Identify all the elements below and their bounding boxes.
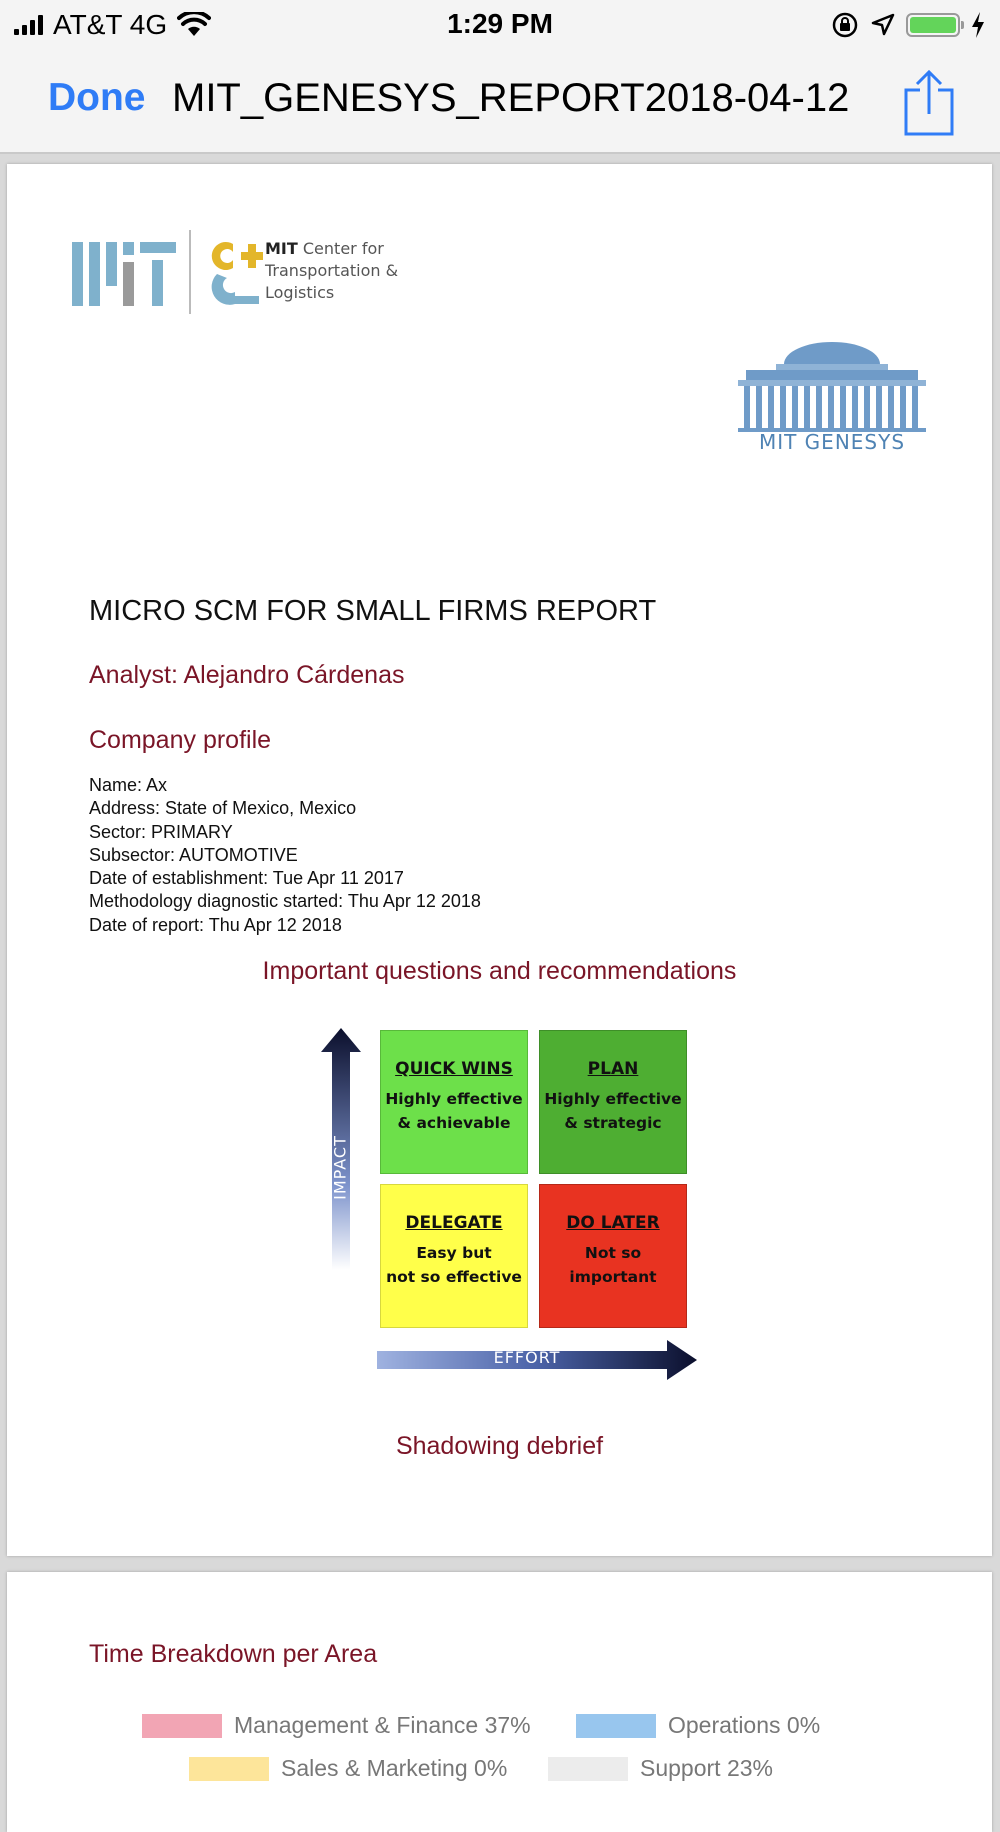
status-right [830,10,986,40]
delegate-title: DELEGATE [405,1213,503,1233]
legend-swatch-operations [576,1714,656,1738]
ctl-logo-line2: Transportation & [265,261,399,280]
quick-wins-subtitle: Highly effective & achievable [385,1090,523,1132]
do-later-quadrant [539,1184,687,1328]
impact-label: IMPACT [330,1135,350,1200]
navigation-bar [0,50,1000,154]
document-page-1[interactable] [7,164,992,1556]
ctl-logo-icon [207,238,263,310]
plan-title: PLAN [587,1059,639,1079]
legend-swatch-support [548,1757,628,1781]
legend-label-support: Support 23% [640,1755,773,1781]
rotation-lock-icon [830,10,860,40]
document-page-2[interactable] [7,1572,992,1832]
profile-establishment-date: Date of establishment: Tue Apr 11 2017 [89,868,404,889]
report-title: MICRO SCM FOR SMALL FIRMS REPORT [89,595,657,627]
status-left [14,8,211,42]
profile-name: Name: Ax [89,775,168,795]
legend-operations [576,1712,820,1739]
battery-icon [906,13,960,37]
profile-address: Address: State of Mexico, Mexico [89,798,357,819]
delegate-quadrant [380,1184,528,1328]
cell-signal-icon [14,15,43,35]
quick-wins-quadrant [380,1030,528,1174]
shadowing-debrief-heading: Shadowing debrief [395,1432,604,1460]
legend-label-sales-marketing: Sales & Marketing 0% [281,1755,508,1781]
plan-quadrant [539,1030,687,1174]
battery-fill [910,17,956,33]
carrier-label: AT&T 4G [53,9,168,40]
analyst-line: Analyst: Alejandro Cárdenas [89,661,405,689]
time-breakdown-heading: Time Breakdown per Area [89,1640,378,1668]
clock: 1:29 PM [447,8,553,39]
share-icon[interactable] [900,68,958,138]
profile-sector: Sector: PRIMARY [89,821,233,842]
status-bar [0,0,1000,50]
legend-swatch-sales-marketing [189,1757,269,1781]
plan-subtitle: Highly effective & strategic [544,1090,682,1132]
impact-effort-matrix [317,1030,697,1380]
profile-subsector: Subsector: AUTOMOTIVE [89,844,298,865]
questions-heading: Important questions and recommendations [262,957,737,985]
ctl-logo-mit: MIT [265,239,298,258]
ctl-logo-line1: Center for [297,239,384,258]
mit-logo [72,242,176,306]
company-profile-heading: Company profile [89,726,272,754]
delegate-subtitle: Easy but not so effective [386,1244,522,1286]
legend-label-operations: Operations 0% [668,1712,821,1738]
mit-genesys-label: MIT GENESYS [758,430,906,454]
legend-management-finance [142,1712,531,1739]
quick-wins-title: QUICK WINS [395,1059,513,1079]
profile-diagnostic-start: Methodology diagnostic started: Thu Apr 12 2018 [89,891,481,912]
logo-divider [189,230,191,314]
wifi-icon [177,12,211,38]
charging-bolt-icon [970,11,986,39]
ctl-logo-text [265,238,398,304]
done-button[interactable]: Done [48,76,146,119]
do-later-title: DO LATER [566,1213,660,1233]
do-later-subtitle: Not so important [569,1244,657,1286]
location-icon [870,12,896,38]
legend-label-management-finance: Management & Finance 37% [234,1712,531,1738]
profile-report-date: Date of report: Thu Apr 12 2018 [89,914,342,935]
company-profile-list [89,774,481,937]
document-title: MIT_GENESYS_REPORT2018-04-12 [172,76,850,120]
legend-swatch-management-finance [142,1714,222,1738]
effort-label: EFFORT [493,1348,561,1367]
ctl-logo-line3: Logistics [265,283,335,302]
